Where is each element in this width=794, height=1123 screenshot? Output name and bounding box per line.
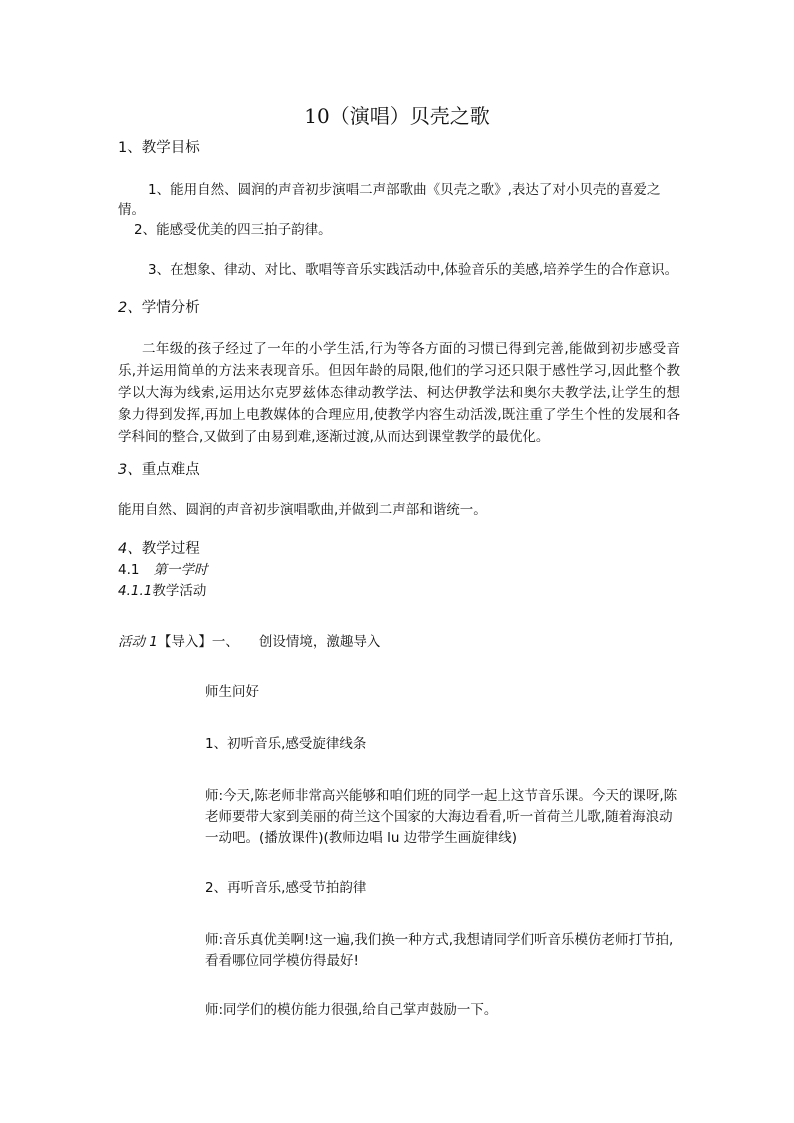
subsection-label: 第一学时 bbox=[153, 562, 208, 578]
objective-2: 2、能感受优美的四三拍子韵律。 bbox=[134, 222, 332, 238]
section-heading-analysis bbox=[118, 300, 200, 317]
section-number: 2、 bbox=[118, 300, 142, 316]
activity-title: 创设情境，激趣导入 bbox=[258, 634, 381, 650]
activity-prefix: 活动 1 bbox=[118, 634, 158, 650]
step-1-heading: 1、初听音乐,感受旋律线条 bbox=[205, 736, 367, 752]
section-label: 教学过程 bbox=[141, 541, 200, 557]
objective-3: 3、在想象、律动、对比、歌唱等音乐实践活动中,体验音乐的美感,培养学生的合作意识。 bbox=[148, 262, 679, 278]
section-label: 学情分析 bbox=[141, 300, 200, 316]
section-number: 4、 bbox=[118, 541, 142, 557]
section-heading-process bbox=[118, 541, 200, 558]
section-heading-key-points bbox=[118, 462, 200, 479]
page-title: 10（演唱）贝壳之歌 bbox=[304, 104, 490, 128]
subsection-label: 教学活动 bbox=[152, 583, 207, 599]
subsection-activities bbox=[118, 583, 206, 599]
subsection-number: 4.1 bbox=[118, 562, 140, 578]
objective-1-line-1: 1、能用自然、圆润的声音初步演唱二声部歌曲《贝壳之歌》,表达了对小贝壳的喜爱之 bbox=[148, 182, 661, 198]
step-2-heading: 2、再听音乐,感受节拍韵律 bbox=[205, 880, 367, 896]
activity-heading bbox=[118, 634, 380, 650]
section-number: 3、 bbox=[118, 462, 142, 478]
subsection-lesson-1 bbox=[118, 562, 207, 578]
activity-tag: 【导入】一、 bbox=[157, 634, 239, 650]
greeting-text: 师生问好 bbox=[205, 684, 259, 700]
analysis-paragraph: 二年级的孩子经过了一年的小学生活,行为等各方面的习惯已得到完善,能做到初步感受音乐,并运用简单的方法来表现音乐。但因年龄的局限,他们的学习还只限于感性学习,因此整个教学以大海为线索,运用达尔克罗兹体态律动教学法、柯达伊教学法和奥尔夫教学法,让学生的想象力得到发挥,再加上电教媒体的合理应用,使教学内容生动活泼,既注重了学生个性的发展和各学科间的整合,又做到了由易到难,逐渐过渡,从而达到课堂教学的最优化。 bbox=[118, 341, 680, 445]
key-points-text: 能用自然、圆润的声音初步演唱歌曲,并做到二声部和谐统一。 bbox=[118, 502, 487, 518]
teacher-line-2: 师:音乐真优美啊!这一遍,我们换一种方式,我想请同学们听音乐模仿老师打节拍,看看哪位同学模仿得最好! bbox=[205, 932, 674, 969]
teacher-line-1: 师:今天,陈老师非常高兴能够和咱们班的同学一起上这节音乐课。今天的课呀,陈老师要带大家到美丽的荷兰这个国家的大海边看看,听一首荷兰儿歌,随着海浪动一动吧。(播放课件)(教师边唱 lu 边带学生画旋律线) bbox=[205, 788, 678, 846]
teacher-line-3: 师:同学们的模仿能力很强,给自己掌声鼓励一下。 bbox=[205, 1002, 498, 1018]
subsection-number: 4.1.1 bbox=[118, 583, 153, 599]
section-label: 重点难点 bbox=[141, 462, 200, 478]
objective-1-line-2: 情。 bbox=[118, 202, 145, 218]
section-heading-objectives: 1、教学目标 bbox=[118, 140, 200, 156]
